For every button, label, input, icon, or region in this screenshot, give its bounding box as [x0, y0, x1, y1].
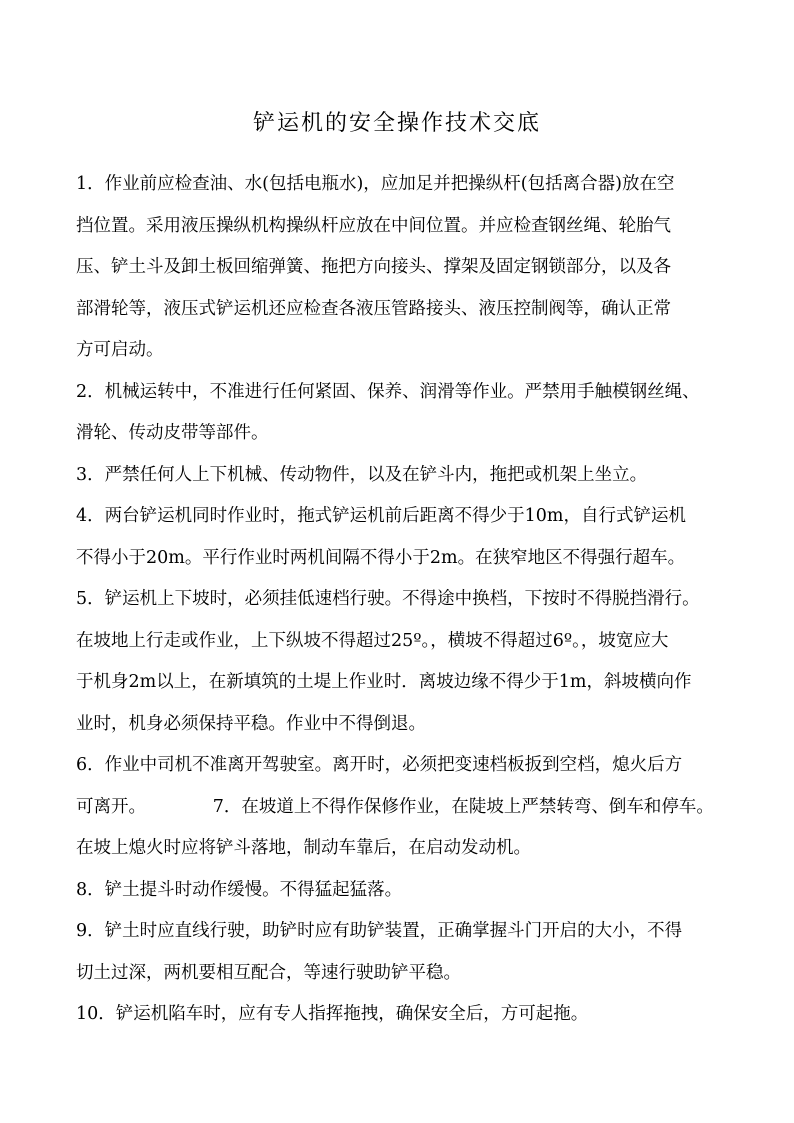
body-line: 在坡上熄火时应将铲斗落地，制动车靠后，在启动发动机。 [76, 838, 531, 858]
body-line: 10．铲运机陷车时，应有专人指挥拖拽，确保安全后，方可起拖。 [76, 1004, 589, 1024]
body-line: 不得小于20m。平行作业时两机间隔不得小于2m。在狭窄地区不得强行超车。 [76, 548, 686, 568]
body-line: 2．机械运转中，不准进行任何紧固、保养、润滑等作业。严禁用手触模钢丝绳、 [76, 382, 700, 402]
body-line: 6．作业中司机不准离开驾驶室。离开时，必须把变速档板扳到空档，熄火后方 [76, 755, 683, 775]
body-line: 3．严禁任何人上下机械、传动物件，以及在铲斗内，拖把或机架上坐立。 [76, 465, 648, 485]
body-line: 切土过深，两机要相互配合，等速行驶助铲平稳。 [76, 963, 461, 983]
body-line: 可离开。 7．在坡道上不得作保修作业，在陡坡上严禁转弯、倒车和停车。 [76, 797, 714, 817]
body-line: 4．两台铲运机同时作业时，拖式铲运机前后距离不得少于10m，自行式铲运机 [76, 506, 686, 526]
body-line: 滑轮、传动皮带等部件。 [76, 423, 269, 443]
body-line: 方可启动。 [76, 340, 164, 360]
body-line: 9．铲土时应直线行驶，助铲时应有助铲装置，正确掌握斗门开启的大小，不得 [76, 921, 683, 941]
body-line: 1．作业前应检查油、水(包括电瓶水)，应加足并把操纵杆(包括离合器)放在空 [76, 174, 675, 194]
body-line: 挡位置。采用液压操纵机构操纵杆应放在中间位置。并应检查钢丝绳、轮胎气 [76, 216, 671, 236]
body-line: 5．铲运机上下坡时，必须挂低速档行驶。不得途中换档，下按时不得脱挡滑行。 [76, 589, 700, 609]
body-line: 于机身2m以上，在新填筑的土堤上作业时．离坡边缘不得少于1m，斜坡横向作 [76, 672, 692, 692]
document-title: 铲运机的安全操作技术交底 [252, 111, 541, 136]
body-line: 压、铲土斗及卸土板回缩弹簧、拖把方向接头、撑架及固定钢锁部分，以及各 [76, 257, 671, 277]
body-line: 8．铲土提斗时动作缓慢。不得猛起猛落。 [76, 880, 403, 900]
body-line: 在坡地上行走或作业，上下纵坡不得超过25º。，横坡不得超过6º。，坡宽应大 [76, 631, 669, 651]
body-line: 业时，机身必须保持平稳。作业中不得倒退。 [76, 714, 426, 734]
body-line: 部滑轮等，液压式铲运机还应检查各液压管路接头、液压控制阀等，确认正常 [76, 299, 671, 319]
